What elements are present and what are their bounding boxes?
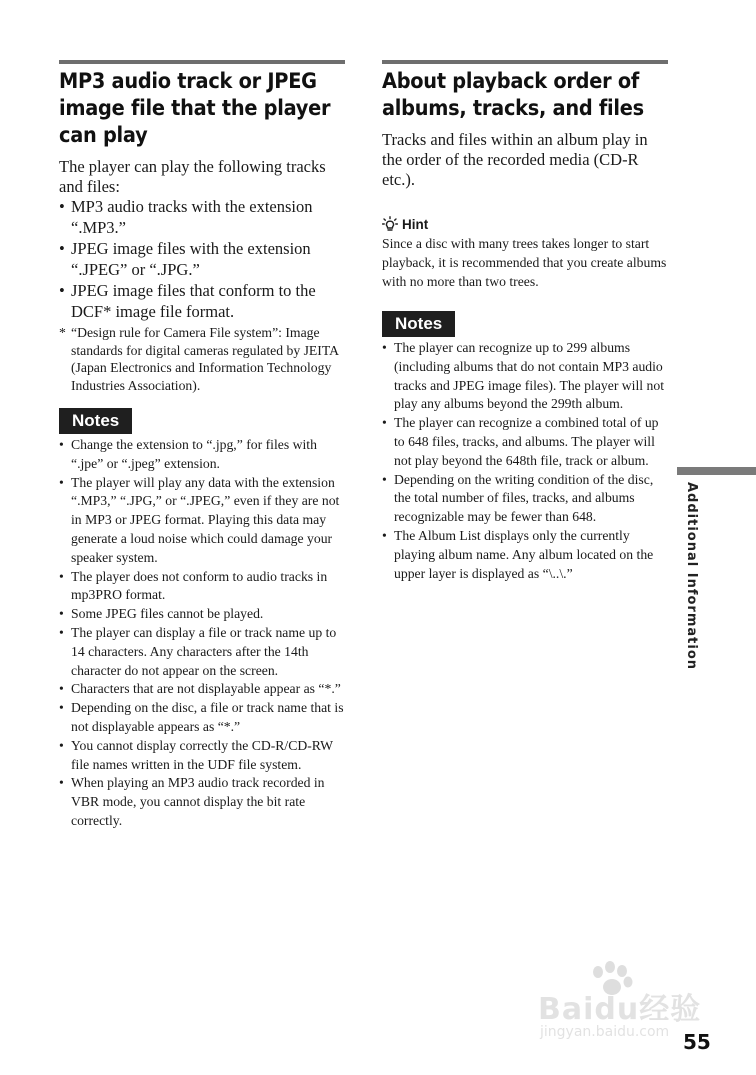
list-item: • Characters that are not displayable appear as “*.” — [59, 680, 345, 699]
list-item: • The player will play any data with the extension “.MP3,” “.JPG,” or “.JPEG,” even if they are not in MP3 or JPEG format. Playing this data may generate a loud noise which could damage your speaker system. — [59, 474, 345, 568]
list-item: • When playing an MP3 audio track recorded in VBR mode, you cannot display the bit rate correctly. — [59, 774, 345, 830]
list-item: • Some JPEG files cannot be played. — [59, 605, 345, 624]
lightbulb-icon — [382, 216, 398, 232]
notes-badge: Notes — [382, 311, 455, 337]
list-item: • You cannot display correctly the CD-R/CD-RW file names written in the UDF file system. — [59, 737, 345, 775]
footnote-mark: * — [59, 325, 66, 340]
list-item: • Depending on the writing condition of the disc, the total number of files, tracks, and albums recognizable may be fewer than 648. — [382, 471, 668, 527]
watermark-url: jingyan.baidu.com — [540, 1024, 670, 1040]
notes-badge: Notes — [59, 408, 132, 434]
left-column — [59, 60, 345, 831]
notes-header — [59, 408, 345, 434]
page-number: 55 — [683, 1030, 711, 1054]
list-item: • The Album List displays only the currently playing album name. Any album located on the upper layer is displayed as “\..\.” — [382, 527, 668, 583]
notes-list — [382, 339, 668, 583]
intro-text: Tracks and files within an album play in the order of the recorded media (CD-R etc.). — [382, 130, 648, 189]
list-item: • Change the extension to “.jpg,” for files with “.jpe” or “.jpeg” extension. — [59, 436, 345, 474]
side-section-label: Additional Information — [684, 482, 699, 671]
notes-list — [59, 436, 345, 831]
watermark-brand: Baidu经验 — [538, 992, 702, 1027]
list-item: • MP3 audio tracks with the extension “.MP3.” — [59, 197, 345, 238]
footnote-text: “Design rule for Camera File system”: Image standards for digital cameras regulated by JEITA (Japan Electronics and Information Technology Industries Association). — [71, 325, 339, 393]
section-rule — [59, 60, 345, 64]
list-item: • The player can recognize up to 299 albums (including albums that do not contain MP3 audio tracks and JPEG image files). The player will not play any albums beyond the 299th album. — [382, 339, 668, 414]
list-item: • Depending on the disc, a file or track name that is not displayable appears as “*.” — [59, 699, 345, 737]
supported-formats-list — [59, 197, 345, 322]
side-tab-bar — [677, 467, 756, 475]
list-item: • The player does not conform to audio tracks in mp3PRO format. — [59, 568, 345, 606]
list-item: • JPEG image files that conform to the DCF* image file format. — [59, 281, 345, 322]
section-rule — [382, 60, 668, 64]
notes-header — [382, 311, 668, 337]
list-item: • JPEG image files with the extension “.JPEG” or “.JPG.” — [59, 239, 345, 280]
list-item: • The player can display a file or track name up to 14 characters. Any characters after the 14th character do not appear on the screen. — [59, 624, 345, 680]
hint-header — [382, 216, 668, 232]
right-column — [382, 60, 668, 583]
intro-text: The player can play the following tracks and files: — [59, 157, 326, 196]
section-title-playback-order: About playback order of albums, tracks, and files — [382, 69, 644, 121]
footnote — [59, 324, 345, 394]
list-item: • The player can recognize a combined total of up to 648 files, tracks, and albums. The player will not play beyond the 648th file, track or album. — [382, 414, 668, 470]
hint-label: Hint — [402, 216, 429, 232]
section-title-mp3-jpeg: MP3 audio track or JPEG image file that the player can play — [59, 69, 331, 148]
hint-text: Since a disc with many trees takes longer to start playback, it is recommended that you create albums with no more than two trees. — [382, 236, 667, 289]
